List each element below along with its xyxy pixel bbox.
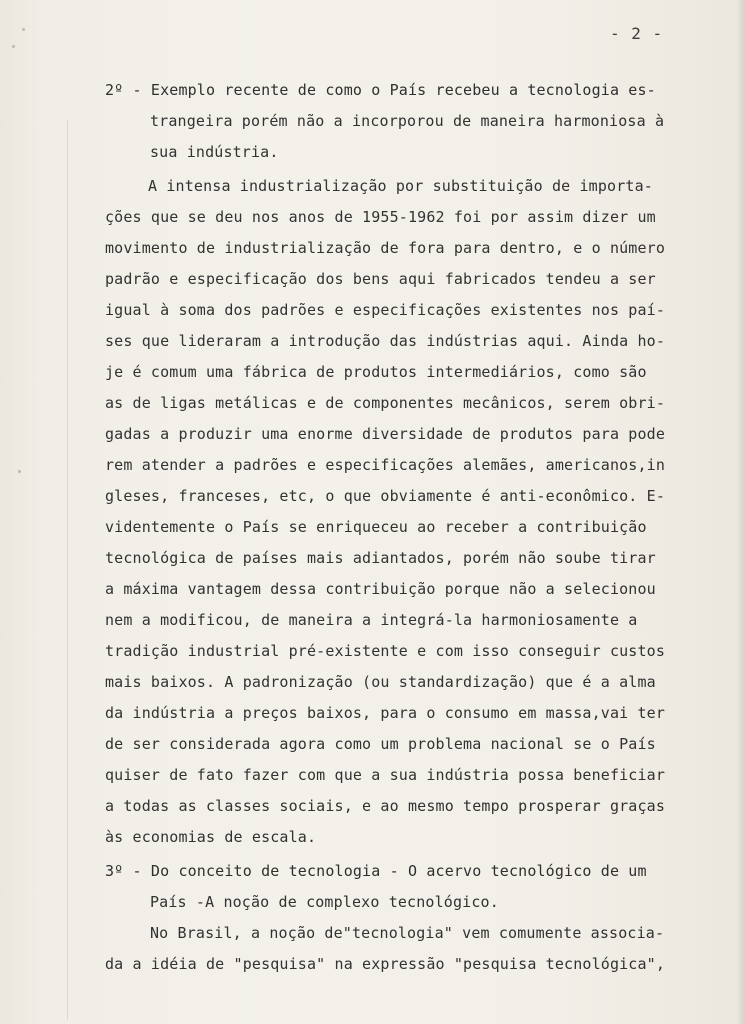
- section-heading-line: 3º - Do conceito de tecnologia - O acervo tecnológico de um: [105, 862, 647, 880]
- paragraph-line: igual à soma dos padrões e especificações existentes nos paí-: [105, 301, 666, 319]
- paragraph-line: a máxima vantagem dessa contribuição porque não a selecionou: [105, 580, 656, 598]
- paragraph-line: quiser de fato fazer com que a sua indústria possa beneficiar: [105, 766, 666, 784]
- paragraph-line: mais baixos. A padronização (ou standardização) que é a alma: [105, 673, 656, 691]
- paper-fold: [67, 120, 68, 1020]
- page-number: - 2 -: [610, 24, 664, 43]
- paragraph-line: je é comum uma fábrica de produtos intermediários, como são: [105, 363, 647, 381]
- paragraph-line: tradição industrial pré-existente e com isso conseguir custos: [105, 642, 666, 660]
- body-line: sua indústria.: [150, 143, 279, 161]
- paragraph-line: No Brasil, a noção de"tecnologia" vem comumente associa-: [150, 924, 665, 942]
- paragraph-line: A intensa industrialização por substituição de importa-: [148, 177, 653, 195]
- body-line: País -A noção de complexo tecnológico.: [150, 893, 499, 911]
- paper-speck: [22, 28, 25, 31]
- paragraph-line: padrão e especificação dos bens aqui fabricados tendeu a ser: [105, 270, 656, 288]
- paragraph-line: nem a modificou, de maneira a integrá-la harmoniosamente a: [105, 611, 638, 629]
- paragraph-line: da a idéia de "pesquisa" na expressão "pesquisa tecnológica",: [105, 955, 666, 973]
- paragraph-line: a todas as classes sociais, e ao mesmo tempo prosperar graças: [105, 797, 666, 815]
- paragraph-line: ções que se deu nos anos de 1955-1962 foi por assim dizer um: [105, 208, 656, 226]
- paragraph-line: tecnológica de países mais adiantados, porém não soube tirar: [105, 549, 656, 567]
- paragraph-line: as de ligas metálicas e de componentes mecânicos, serem obri-: [105, 394, 666, 412]
- paragraph-line: gleses, franceses, etc, o que obviamente é anti-econômico. E-: [105, 487, 666, 505]
- paragraph-line: rem atender a padrões e especificações alemães, americanos,in: [105, 456, 666, 474]
- paragraph-line: videntemente o País se enriqueceu ao receber a contribuição: [105, 518, 647, 536]
- paragraph-line: às economias de escala.: [105, 828, 317, 846]
- paper-speck: [18, 470, 21, 473]
- paragraph-line: movimento de industrialização de fora para dentro, e o número: [105, 239, 666, 257]
- paragraph-line: gadas a produzir uma enorme diversidade de produtos para pode: [105, 425, 666, 443]
- paper-speck: [12, 45, 15, 48]
- paragraph-line: ses que lideraram a introdução das indústrias aqui. Ainda ho-: [105, 332, 666, 350]
- paragraph-line: de ser considerada agora como um problema nacional se o País: [105, 735, 656, 753]
- body-line: trangeira porém não a incorporou de maneira harmoniosa à: [150, 112, 665, 130]
- section-heading-line: 2º - Exemplo recente de como o País recebeu a tecnologia es-: [105, 81, 656, 99]
- paragraph-line: da indústria a preços baixos, para o consumo em massa,vai ter: [105, 704, 666, 722]
- page-edge-shadow: [737, 0, 745, 1024]
